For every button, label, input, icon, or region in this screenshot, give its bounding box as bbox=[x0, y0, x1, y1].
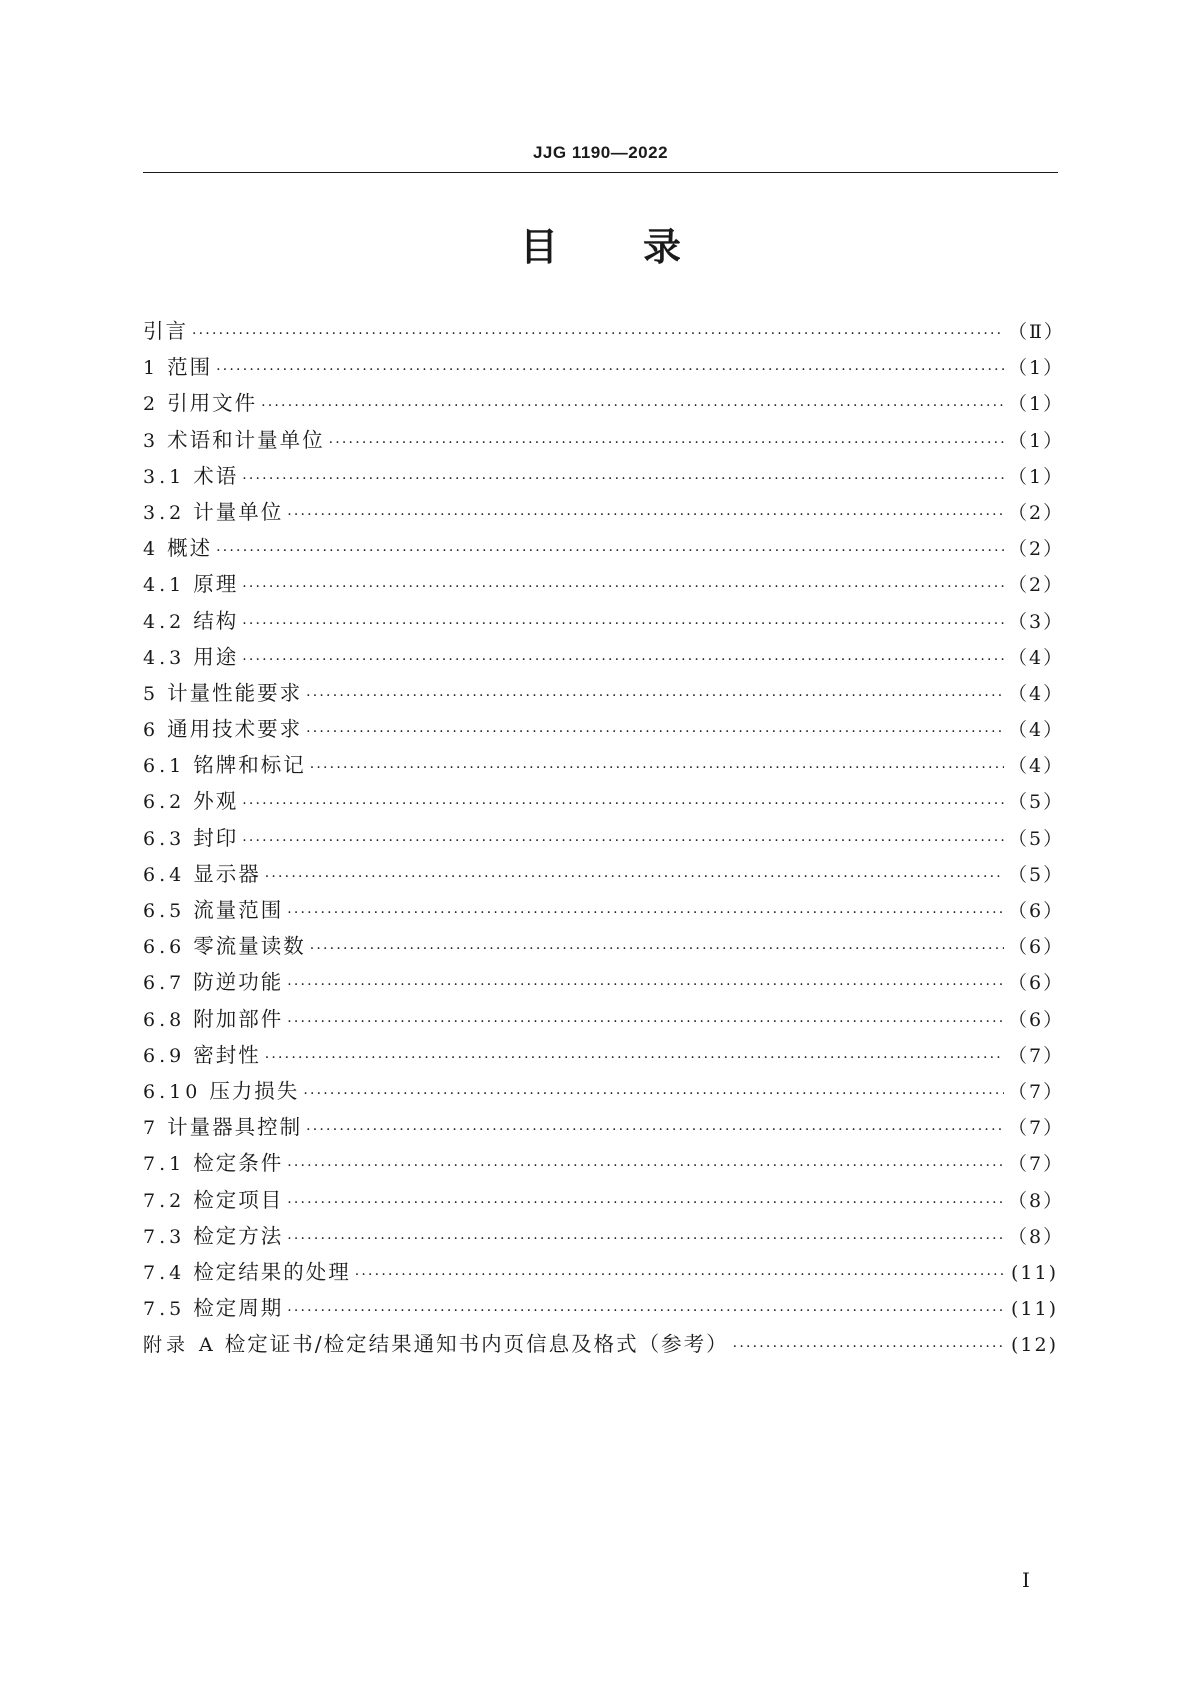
toc-entry[interactable] bbox=[143, 928, 1065, 964]
toc-entry[interactable] bbox=[143, 1326, 1058, 1362]
toc-dot-leader bbox=[306, 678, 1004, 714]
toc-dot-leader bbox=[216, 352, 1004, 388]
toc-entry-label: 检定条件 bbox=[193, 1151, 284, 1176]
toc-entry[interactable] bbox=[143, 964, 1065, 1000]
toc-entry-label: 计量器具控制 bbox=[167, 1115, 303, 1140]
toc-dot-leader bbox=[242, 642, 1004, 678]
toc-entry-label: 检定周期 bbox=[193, 1296, 284, 1321]
toc-entry-number: 3.1 bbox=[143, 465, 186, 488]
toc-entry-number: 7.4 bbox=[143, 1261, 186, 1284]
toc-dot-leader bbox=[287, 1221, 1004, 1257]
toc-entry-page: （1） bbox=[1008, 393, 1065, 416]
toc-entry-label: 计量性能要求 bbox=[167, 680, 303, 705]
toc-entry-page: (11) bbox=[1010, 1261, 1058, 1284]
toc-entry-label: 流量范围 bbox=[193, 898, 284, 922]
toc-entry-number: 6.7 bbox=[143, 972, 186, 995]
toc-entry[interactable] bbox=[143, 603, 1065, 639]
toc-entry-page: （1） bbox=[1008, 465, 1065, 488]
toc-entry-page: （7） bbox=[1008, 1044, 1065, 1067]
toc-entry[interactable] bbox=[143, 422, 1065, 458]
toc-entry[interactable] bbox=[143, 1290, 1058, 1326]
toc-entry[interactable] bbox=[143, 1182, 1065, 1218]
toc-entry-label: 检定结果的处理 bbox=[193, 1259, 351, 1284]
document-code-header: JJG 1190—2022 bbox=[532, 143, 669, 162]
toc-entry-label: 通用技术要求 bbox=[167, 717, 303, 742]
toc-entry-label: 计量单位 bbox=[193, 499, 284, 524]
toc-entry-label: 防逆功能 bbox=[193, 970, 284, 995]
toc-entry-page: （4） bbox=[1008, 719, 1065, 742]
toc-entry-page: （6） bbox=[1008, 972, 1065, 995]
toc-entry-label: 引用文件 bbox=[167, 391, 258, 416]
toc-entry-label: 压力损失 bbox=[209, 1078, 300, 1103]
toc-entry-page: （5） bbox=[1008, 863, 1065, 886]
toc-entry-number: 4.1 bbox=[143, 574, 186, 597]
toc-entry-number: 6.6 bbox=[143, 936, 186, 959]
toc-entry-page: （7） bbox=[1008, 1117, 1065, 1140]
toc-entry-page: （Ⅱ） bbox=[1008, 321, 1065, 343]
toc-dot-leader bbox=[242, 606, 1004, 642]
toc-entry-label: 外观 bbox=[193, 789, 239, 814]
toc-entry[interactable] bbox=[143, 711, 1065, 747]
toc-dot-leader bbox=[287, 1148, 1004, 1184]
toc-entry[interactable] bbox=[143, 820, 1065, 856]
toc-entry[interactable] bbox=[143, 892, 1065, 928]
toc-entry-page: （2） bbox=[1008, 501, 1065, 524]
toc-entry-label: 结构 bbox=[193, 608, 239, 633]
toc-dot-leader bbox=[287, 1293, 1004, 1329]
toc-entry-label: 术语 bbox=[193, 463, 239, 488]
page-number: Ⅰ bbox=[1022, 1568, 1030, 1592]
toc-dot-leader bbox=[306, 1112, 1004, 1148]
toc-dot-leader bbox=[242, 461, 1004, 497]
toc-dot-leader bbox=[216, 533, 1004, 569]
toc-entry[interactable] bbox=[143, 530, 1065, 566]
toc-entry-label: 术语和计量单位 bbox=[167, 427, 325, 452]
toc-dot-leader bbox=[306, 714, 1004, 750]
toc-entry-number: 4.3 bbox=[143, 646, 186, 669]
toc-entry-number: 6.2 bbox=[143, 791, 186, 814]
toc-entry-number: 4.2 bbox=[143, 610, 186, 633]
toc-entry[interactable] bbox=[143, 1109, 1065, 1145]
toc-entry-label: 封印 bbox=[193, 825, 239, 850]
toc-entry[interactable] bbox=[143, 1073, 1065, 1109]
toc-entry-number: 1 bbox=[143, 357, 160, 380]
toc-entry[interactable] bbox=[143, 313, 1065, 349]
toc-entry-page: （7） bbox=[1008, 1153, 1065, 1176]
toc-dot-leader bbox=[287, 1004, 1004, 1040]
header-divider bbox=[143, 172, 1058, 173]
toc-entry-page: （3） bbox=[1008, 610, 1065, 633]
toc-entry-number: 6.4 bbox=[143, 863, 186, 886]
toc-dot-leader bbox=[265, 1040, 1004, 1076]
toc-entry-page: (11) bbox=[1010, 1298, 1058, 1321]
toc-dot-leader bbox=[242, 786, 1004, 822]
toc-entry-label: 引言 bbox=[143, 319, 188, 343]
toc-entry-page: （1） bbox=[1008, 429, 1065, 452]
toc-entry-page: （5） bbox=[1008, 827, 1065, 850]
toc-entry-number: 4 bbox=[143, 538, 160, 561]
toc-entry-page: （4） bbox=[1008, 755, 1065, 778]
toc-entry-number: 7.3 bbox=[143, 1225, 186, 1248]
toc-entry[interactable] bbox=[143, 1037, 1065, 1073]
toc-entry-label: 概述 bbox=[167, 536, 213, 561]
toc-entry-label: 检定证书/检定结果通知书内页信息及格式（参考） bbox=[224, 1332, 729, 1357]
toc-dot-leader bbox=[265, 859, 1004, 895]
toc-entry-label: 范围 bbox=[167, 355, 213, 380]
toc-dot-leader bbox=[303, 1076, 1004, 1112]
toc-entry[interactable] bbox=[143, 458, 1065, 494]
toc-dot-leader bbox=[287, 895, 1004, 931]
toc-entry-number: 2 bbox=[143, 393, 160, 416]
toc-dot-leader bbox=[287, 967, 1004, 1003]
toc-entry-number: 6.9 bbox=[143, 1044, 186, 1067]
toc-entry-page: （6） bbox=[1008, 936, 1065, 959]
toc-entry-number: 6.3 bbox=[143, 827, 186, 850]
toc-entry-page: （6） bbox=[1008, 1008, 1065, 1031]
toc-title bbox=[143, 222, 1058, 272]
toc-entry-label: 铭牌和标记 bbox=[193, 753, 306, 778]
toc-entry[interactable] bbox=[143, 856, 1065, 892]
toc-entry-page: （8） bbox=[1008, 1225, 1065, 1248]
toc-dot-leader bbox=[310, 931, 1004, 967]
toc-entry-page: （1） bbox=[1008, 357, 1065, 380]
toc-dot-leader bbox=[329, 425, 1004, 461]
toc-dot-leader bbox=[242, 823, 1004, 859]
toc-title-char-2: 录 bbox=[643, 225, 682, 269]
toc-title-char-1: 目 bbox=[519, 225, 558, 269]
toc-entry-label: 密封性 bbox=[193, 1042, 261, 1067]
toc-entry-label: 检定项目 bbox=[193, 1187, 284, 1212]
toc-entry-number: 3 bbox=[143, 429, 160, 452]
toc-entry[interactable] bbox=[143, 639, 1065, 675]
toc-entry[interactable] bbox=[143, 1001, 1065, 1037]
toc-entry-page: （8） bbox=[1008, 1189, 1065, 1212]
toc-entry-label: 显示器 bbox=[193, 861, 261, 886]
toc-entry-page: （2） bbox=[1008, 538, 1065, 561]
toc-entry[interactable] bbox=[143, 675, 1065, 711]
toc-entry[interactable] bbox=[143, 349, 1065, 385]
toc-entry[interactable] bbox=[143, 783, 1065, 819]
toc-entry-label: 用途 bbox=[193, 644, 239, 669]
toc-entry-label: 原理 bbox=[193, 572, 239, 597]
toc-entry-number: 7.2 bbox=[143, 1189, 186, 1212]
toc-entry-number: 6.5 bbox=[143, 900, 186, 922]
toc-entry-page: （2） bbox=[1008, 574, 1065, 597]
toc-dot-leader bbox=[242, 569, 1004, 605]
toc-entry-number: 6.1 bbox=[143, 755, 186, 778]
toc-entry-page: （6） bbox=[1008, 900, 1065, 922]
toc-entry[interactable] bbox=[143, 494, 1065, 530]
toc-entry-label: 检定方法 bbox=[193, 1223, 284, 1248]
toc-entry-number: 6 bbox=[143, 719, 160, 742]
toc-entry-page: （7） bbox=[1008, 1080, 1065, 1103]
toc-entry-number: 附录 A bbox=[143, 1334, 217, 1357]
toc-entry[interactable] bbox=[143, 385, 1065, 421]
toc-entry-number: 6.10 bbox=[143, 1080, 202, 1103]
toc-entry-number: 6.8 bbox=[143, 1008, 186, 1031]
toc-entry-number: 5 bbox=[143, 682, 160, 705]
toc-dot-leader bbox=[287, 497, 1004, 533]
toc-entry-label: 附加部件 bbox=[193, 1006, 284, 1031]
table-of-contents bbox=[143, 313, 1065, 1362]
toc-entry[interactable] bbox=[143, 1254, 1058, 1290]
toc-entry[interactable] bbox=[143, 747, 1065, 783]
toc-dot-leader bbox=[355, 1257, 1004, 1293]
toc-dot-leader bbox=[733, 1329, 1004, 1365]
toc-dot-leader bbox=[261, 388, 1004, 424]
toc-entry-page: （4） bbox=[1008, 646, 1065, 669]
toc-entry[interactable] bbox=[143, 1145, 1065, 1181]
toc-entry-label: 零流量读数 bbox=[193, 934, 306, 959]
toc-entry-number: 7.5 bbox=[143, 1298, 186, 1321]
toc-dot-leader bbox=[192, 316, 1004, 352]
toc-entry-page: （5） bbox=[1008, 791, 1065, 814]
toc-dot-leader bbox=[287, 1185, 1004, 1221]
toc-entry-page: (12) bbox=[1010, 1334, 1058, 1357]
toc-entry-number: 7 bbox=[143, 1117, 160, 1140]
toc-entry-page: （4） bbox=[1008, 682, 1065, 705]
toc-entry[interactable] bbox=[143, 1218, 1065, 1254]
toc-entry-number: 7.1 bbox=[143, 1153, 186, 1176]
toc-entry[interactable] bbox=[143, 566, 1065, 602]
toc-dot-leader bbox=[310, 750, 1004, 786]
toc-entry-number: 3.2 bbox=[143, 501, 186, 524]
